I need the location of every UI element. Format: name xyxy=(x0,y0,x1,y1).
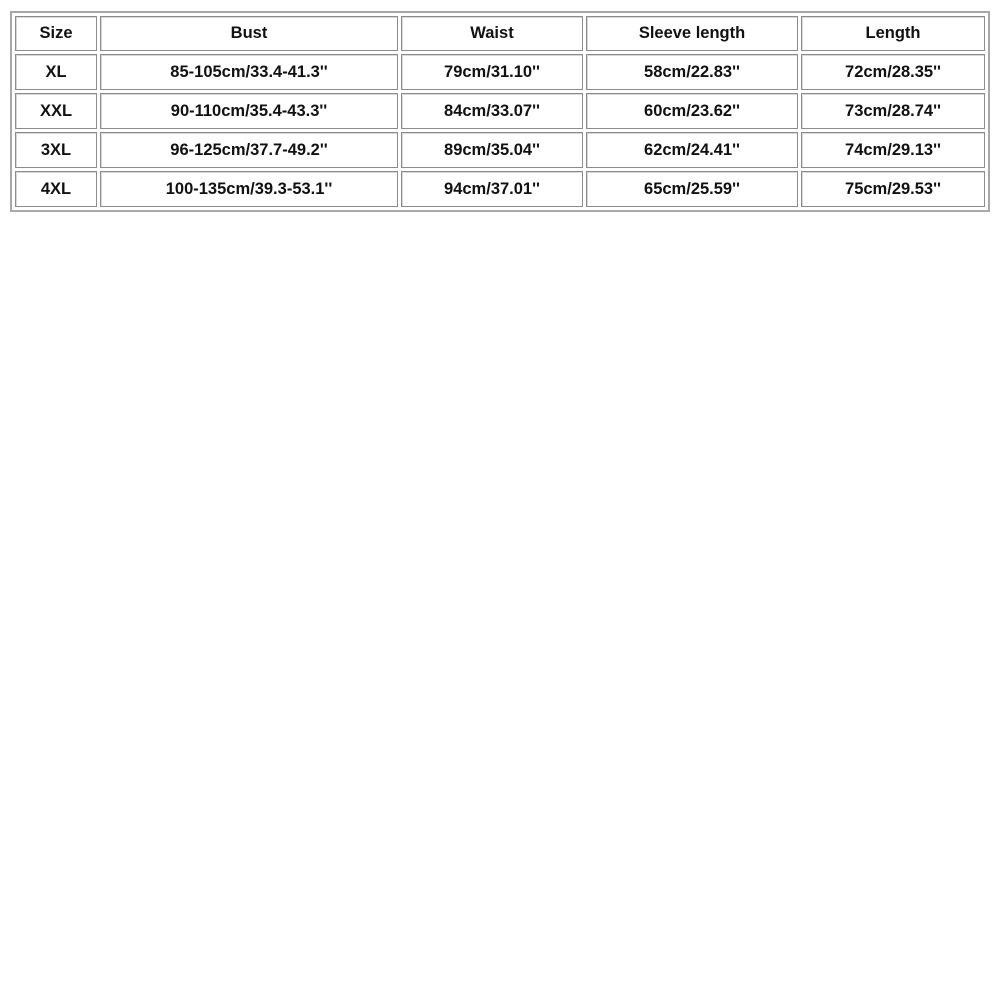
table-row xyxy=(15,54,985,90)
table-row xyxy=(15,171,985,207)
cell-waist: 94cm/37.01'' xyxy=(401,171,583,207)
cell-waist: 89cm/35.04'' xyxy=(401,132,583,168)
cell-bust: 85-105cm/33.4-41.3'' xyxy=(100,54,398,90)
cell-bust: 90-110cm/35.4-43.3'' xyxy=(100,93,398,129)
table-row xyxy=(15,132,985,168)
cell-sleeve-length: 58cm/22.83'' xyxy=(586,54,798,90)
cell-waist: 84cm/33.07'' xyxy=(401,93,583,129)
cell-waist: 79cm/31.10'' xyxy=(401,54,583,90)
size-chart-table-container xyxy=(10,11,990,212)
header-bust: Bust xyxy=(100,16,398,51)
cell-length: 73cm/28.74'' xyxy=(801,93,985,129)
cell-size: 3XL xyxy=(15,132,97,168)
cell-size: XL xyxy=(15,54,97,90)
cell-size: XXL xyxy=(15,93,97,129)
cell-sleeve-length: 62cm/24.41'' xyxy=(586,132,798,168)
table-row xyxy=(15,93,985,129)
header-size: Size xyxy=(15,16,97,51)
size-chart-table xyxy=(12,13,988,210)
header-row xyxy=(15,16,985,51)
cell-length: 72cm/28.35'' xyxy=(801,54,985,90)
cell-bust: 100-135cm/39.3-53.1'' xyxy=(100,171,398,207)
cell-bust: 96-125cm/37.7-49.2'' xyxy=(100,132,398,168)
header-sleeve-length: Sleeve length xyxy=(586,16,798,51)
header-waist: Waist xyxy=(401,16,583,51)
cell-size: 4XL xyxy=(15,171,97,207)
header-length: Length xyxy=(801,16,985,51)
cell-length: 74cm/29.13'' xyxy=(801,132,985,168)
cell-length: 75cm/29.53'' xyxy=(801,171,985,207)
cell-sleeve-length: 65cm/25.59'' xyxy=(586,171,798,207)
cell-sleeve-length: 60cm/23.62'' xyxy=(586,93,798,129)
